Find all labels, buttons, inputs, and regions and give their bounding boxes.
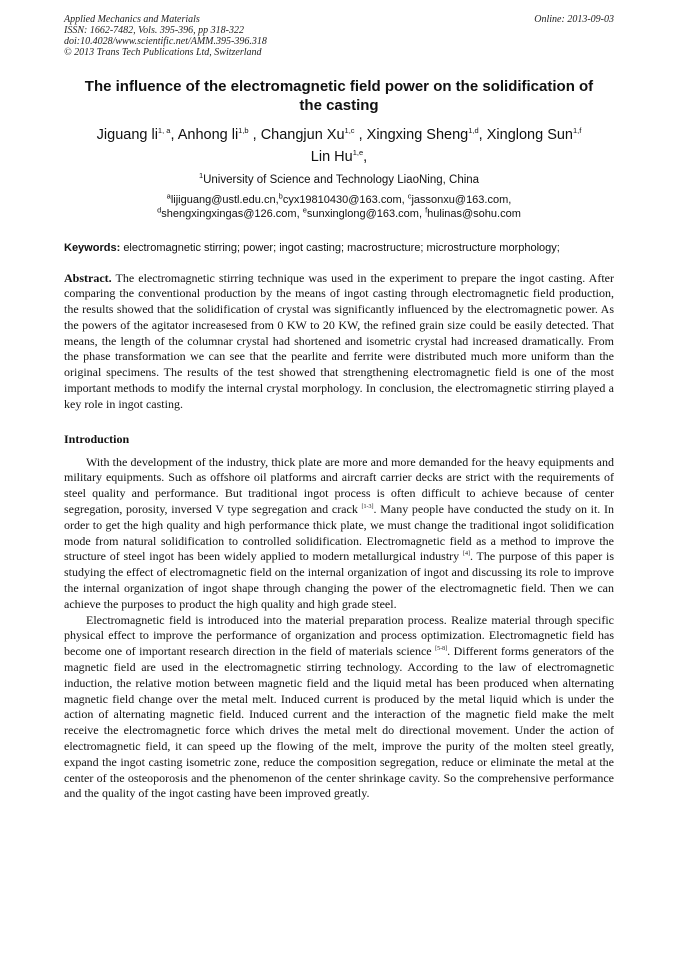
author-list	[64, 124, 614, 168]
author-affiliation-mark: 1,e	[352, 148, 364, 158]
paragraph-text: Electromagnetic field is introduced into the material preparation process. Realize material through specific physical effect to improve the performance of organization and process optimization. Electromagnetic field has become one of important research direction in the field of materials science	[64, 612, 614, 659]
body-paragraph	[64, 613, 614, 803]
email-mark: d	[157, 205, 162, 215]
author-name: Lin Hu	[310, 149, 353, 165]
abstract-text: The electromagnetic stirring technique was used in the experiment to prepare the ingot casting. After comparing the conventional production by the means of ingot casting through electromagnetic field production, the results showed that the solidification of crystal was significantly influenced by the electromagnetic power. As the powers of the agitator increasesed from 0 KW to 20 KW, the refined grain size could be easily detected. That means, the length of the columnar crystal had shortened and isometric crystal had increased dramatically. From the phase transformation we can see that the pearlite and ferrite were distributed much more uniform than the original specimens. The results of the test showed that strengthening electromagnetic field is one of the most important methods to modify the internal crystal morphology. In conclusion, the electromagnetic stirring played a key role in ingot casting.	[64, 270, 614, 411]
email-address[interactable]: cyx19810430@163.com,	[282, 194, 405, 206]
author-separator: ,	[170, 127, 178, 143]
paragraph-text: With the development of the industry, thick plate are more and more demanded for the heavy equipments and military equipments. Such as offshore oil platforms and aircraft carrier decks are strict with the requirements of steel quality and performance. But traditional ingot process is often difficult to achieve because of center segregation, porosity, inversed V type segregation and crack	[64, 454, 614, 517]
email-mark: c	[407, 191, 412, 201]
journal-name: Applied Mechanics and Materials	[64, 14, 200, 25]
author-name: Xingxing Sheng	[366, 127, 469, 143]
journal-header	[64, 14, 614, 58]
copyright-line: © 2013 Trans Tech Publications Ltd, Switzerland	[64, 47, 262, 58]
author-name: Jiguang li	[96, 127, 158, 143]
email-mark: e	[302, 205, 307, 215]
keywords	[64, 242, 614, 256]
author-separator: ,	[354, 127, 367, 143]
author-name: Changjun Xu	[260, 127, 345, 143]
email-address[interactable]: lijiguang@ustl.edu.cn,	[170, 194, 279, 206]
paragraph-text: . Many people have conducted the study on it. In order to get the high quality and high performance thick plate, we must change the traditional ingot solidification mode from natural solidification to controlled solidification. Electromagnetic field as a method to improve the structure of steel ingot has been widely applied to modern metallurgical industry	[64, 502, 614, 564]
online-date: Online: 2013-09-03	[534, 14, 614, 25]
body-paragraph	[64, 455, 614, 613]
email-mark: f	[425, 205, 428, 215]
affiliation	[64, 173, 614, 187]
author-name: Xinglong Sun	[486, 127, 573, 143]
keywords-label: Keywords:	[64, 242, 121, 254]
citation[interactable]: [1-3]	[361, 504, 374, 511]
paragraph-text: . Different forms generators of the magnetic field are used in the electromagnetic stirring technology. According to the law of electromagnetic induction, the relative motion between magnetic field and the liquid metal has been produced when alternating magnetic field change over the metal melt. Induced current is produced by the metal liquid which is under the action of alternating magnetic field. Induced current and the interaction of the magnetic field make the melt receive the electromagnetic force which drives the metal melt do directional movement. Under the action of electromagnetic field, it can speed up the flowing of the melt, improve the purity of the molten steel greatly, expand the ingot casting isometric zone, reduce the composition segregation, reduce or eliminate the metal at the center of the osteoporosis and the phenomenon of the center shrinkage cavity. So the comprehensive performance and the quality of the ingot casting have been improved greatly.	[64, 644, 615, 801]
author-separator: ,	[248, 127, 261, 143]
author-affiliation-mark: 1, a	[157, 126, 171, 136]
citation[interactable]: [4]	[462, 551, 470, 558]
paragraph-text: . The purpose of this paper is studying the effect of electromagnetic field on the internal organization of ingot and discussing its role to improve the internal organization of ingot shape through changing the power of the electromagnetic field. Then we can achieve the purposes to product the high quality and high grade steel.	[64, 549, 615, 611]
email-address[interactable]: shengxingxingas@126.com,	[161, 208, 300, 220]
author-affiliation-mark: 1,b	[238, 126, 249, 136]
email-mark: a	[166, 191, 171, 201]
author-separator: ,	[478, 127, 487, 143]
paper-title: The influence of the electromagnetic field power on the solidification of the casting	[84, 78, 594, 114]
abstract	[64, 271, 614, 413]
author-affiliation-mark: 1,f	[573, 126, 582, 136]
issn-line: ISSN: 1662-7482, Vols. 395-396, pp 318-322	[64, 25, 244, 36]
keywords-text: electromagnetic stirring; power; ingot casting; macrostructure; microstructure morphology;	[123, 242, 560, 254]
email-address[interactable]: sunxinglong@163.com,	[306, 208, 422, 220]
affiliation-mark: 1	[198, 171, 204, 181]
section-heading: Introduction	[64, 431, 130, 446]
citation[interactable]: [5-8]	[435, 646, 448, 653]
author-affiliation-mark: 1,c	[344, 126, 355, 136]
email-mark: b	[278, 191, 283, 201]
email-list	[64, 193, 614, 221]
email-address[interactable]: jassonxu@163.com,	[411, 194, 512, 206]
author-separator: ,	[363, 149, 368, 165]
doi-line: doi:10.4028/www.scientific.net/AMM.395-396.318	[64, 36, 267, 47]
author-affiliation-mark: 1,d	[468, 126, 479, 136]
affiliation-text: University of Science and Technology LiaoNing, China	[203, 174, 480, 186]
abstract-label: Abstract.	[64, 270, 112, 285]
author-name: Anhong li	[177, 127, 239, 143]
email-address[interactable]: hulinas@sohu.com	[427, 208, 521, 220]
